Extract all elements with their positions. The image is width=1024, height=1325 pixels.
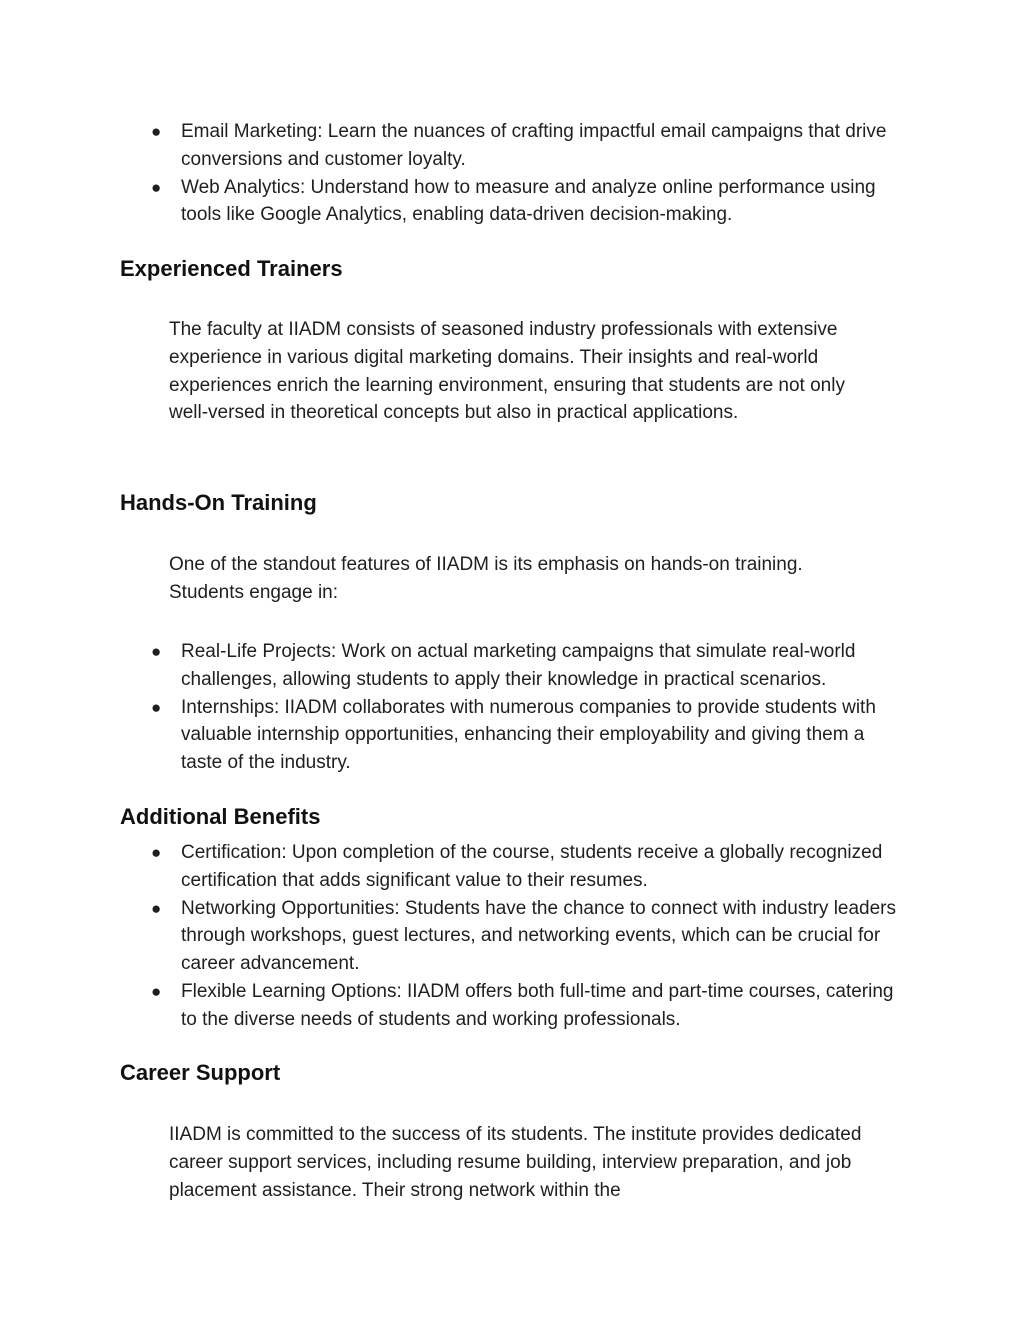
section-heading-benefits: Additional Benefits — [120, 804, 321, 829]
trainers-paragraph: The faculty at IIADM consists of seasoned industry professionals with extensive experience in various digital marketing domains. Their insights and real-world experiences enrich the learning environment, ensuring that students are not only well-versed in theoretical concepts but also in practical applications. — [169, 319, 845, 424]
list-item-text: Flexible Learning Options: IIADM offers both full-time and part-time courses, catering to the diverse needs of students and working professionals. — [181, 980, 894, 1030]
course-topics-list — [120, 118, 900, 229]
bullet-icon: ● — [151, 177, 162, 197]
list-item — [120, 978, 900, 1034]
list-item — [120, 839, 900, 895]
hands-on-list — [120, 638, 900, 777]
list-item-text: Networking Opportunities: Students have the chance to connect with industry leaders through workshops, guest lectures, and networking events, which can be crucial for career advancement. — [181, 897, 897, 975]
list-item-text: Web Analytics: Understand how to measure and analyze online performance using tools like Google Analytics, enabling data-driven decision-making. — [181, 176, 876, 226]
bullet-icon: ● — [151, 843, 162, 862]
list-item-text: Real-Life Projects: Work on actual marketing campaigns that simulate real-world challenges, allowing students to apply their knowledge in practical scenarios. — [181, 641, 856, 690]
list-item — [120, 694, 900, 777]
list-item-text: Certification: Upon completion of the course, students receive a globally recognized certification that adds significant value to their resumes. — [181, 842, 883, 891]
list-item — [120, 895, 900, 978]
list-item — [120, 118, 900, 174]
bullet-icon: ● — [151, 898, 162, 918]
section-heading-trainers: Experienced Trainers — [120, 256, 343, 281]
bullet-icon: ● — [151, 642, 162, 661]
section-heading-career: Career Support — [120, 1060, 281, 1085]
list-item — [120, 174, 900, 230]
bullet-icon: ● — [151, 122, 162, 141]
list-item-text: Internships: IIADM collaborates with numerous companies to provide students with valuable internship opportunities, enhancing their employability and giving them a taste of the industry. — [181, 696, 876, 774]
bullet-icon: ● — [151, 697, 162, 717]
hands-on-paragraph: One of the standout features of IIADM is its emphasis on hands-on training. Students engage in: — [169, 554, 803, 603]
benefits-list — [120, 839, 900, 1034]
list-item-text: Email Marketing: Learn the nuances of crafting impactful email campaigns that drive conversions and customer loyalty. — [181, 121, 887, 170]
career-paragraph: IIADM is committed to the success of its students. The institute provides dedicated career support services, including resume building, interview preparation, and job placement assistance. Their strong network within the — [169, 1124, 862, 1201]
list-item — [120, 638, 900, 694]
bullet-icon: ● — [151, 981, 162, 1001]
section-heading-hands-on: Hands-On Training — [120, 490, 317, 515]
